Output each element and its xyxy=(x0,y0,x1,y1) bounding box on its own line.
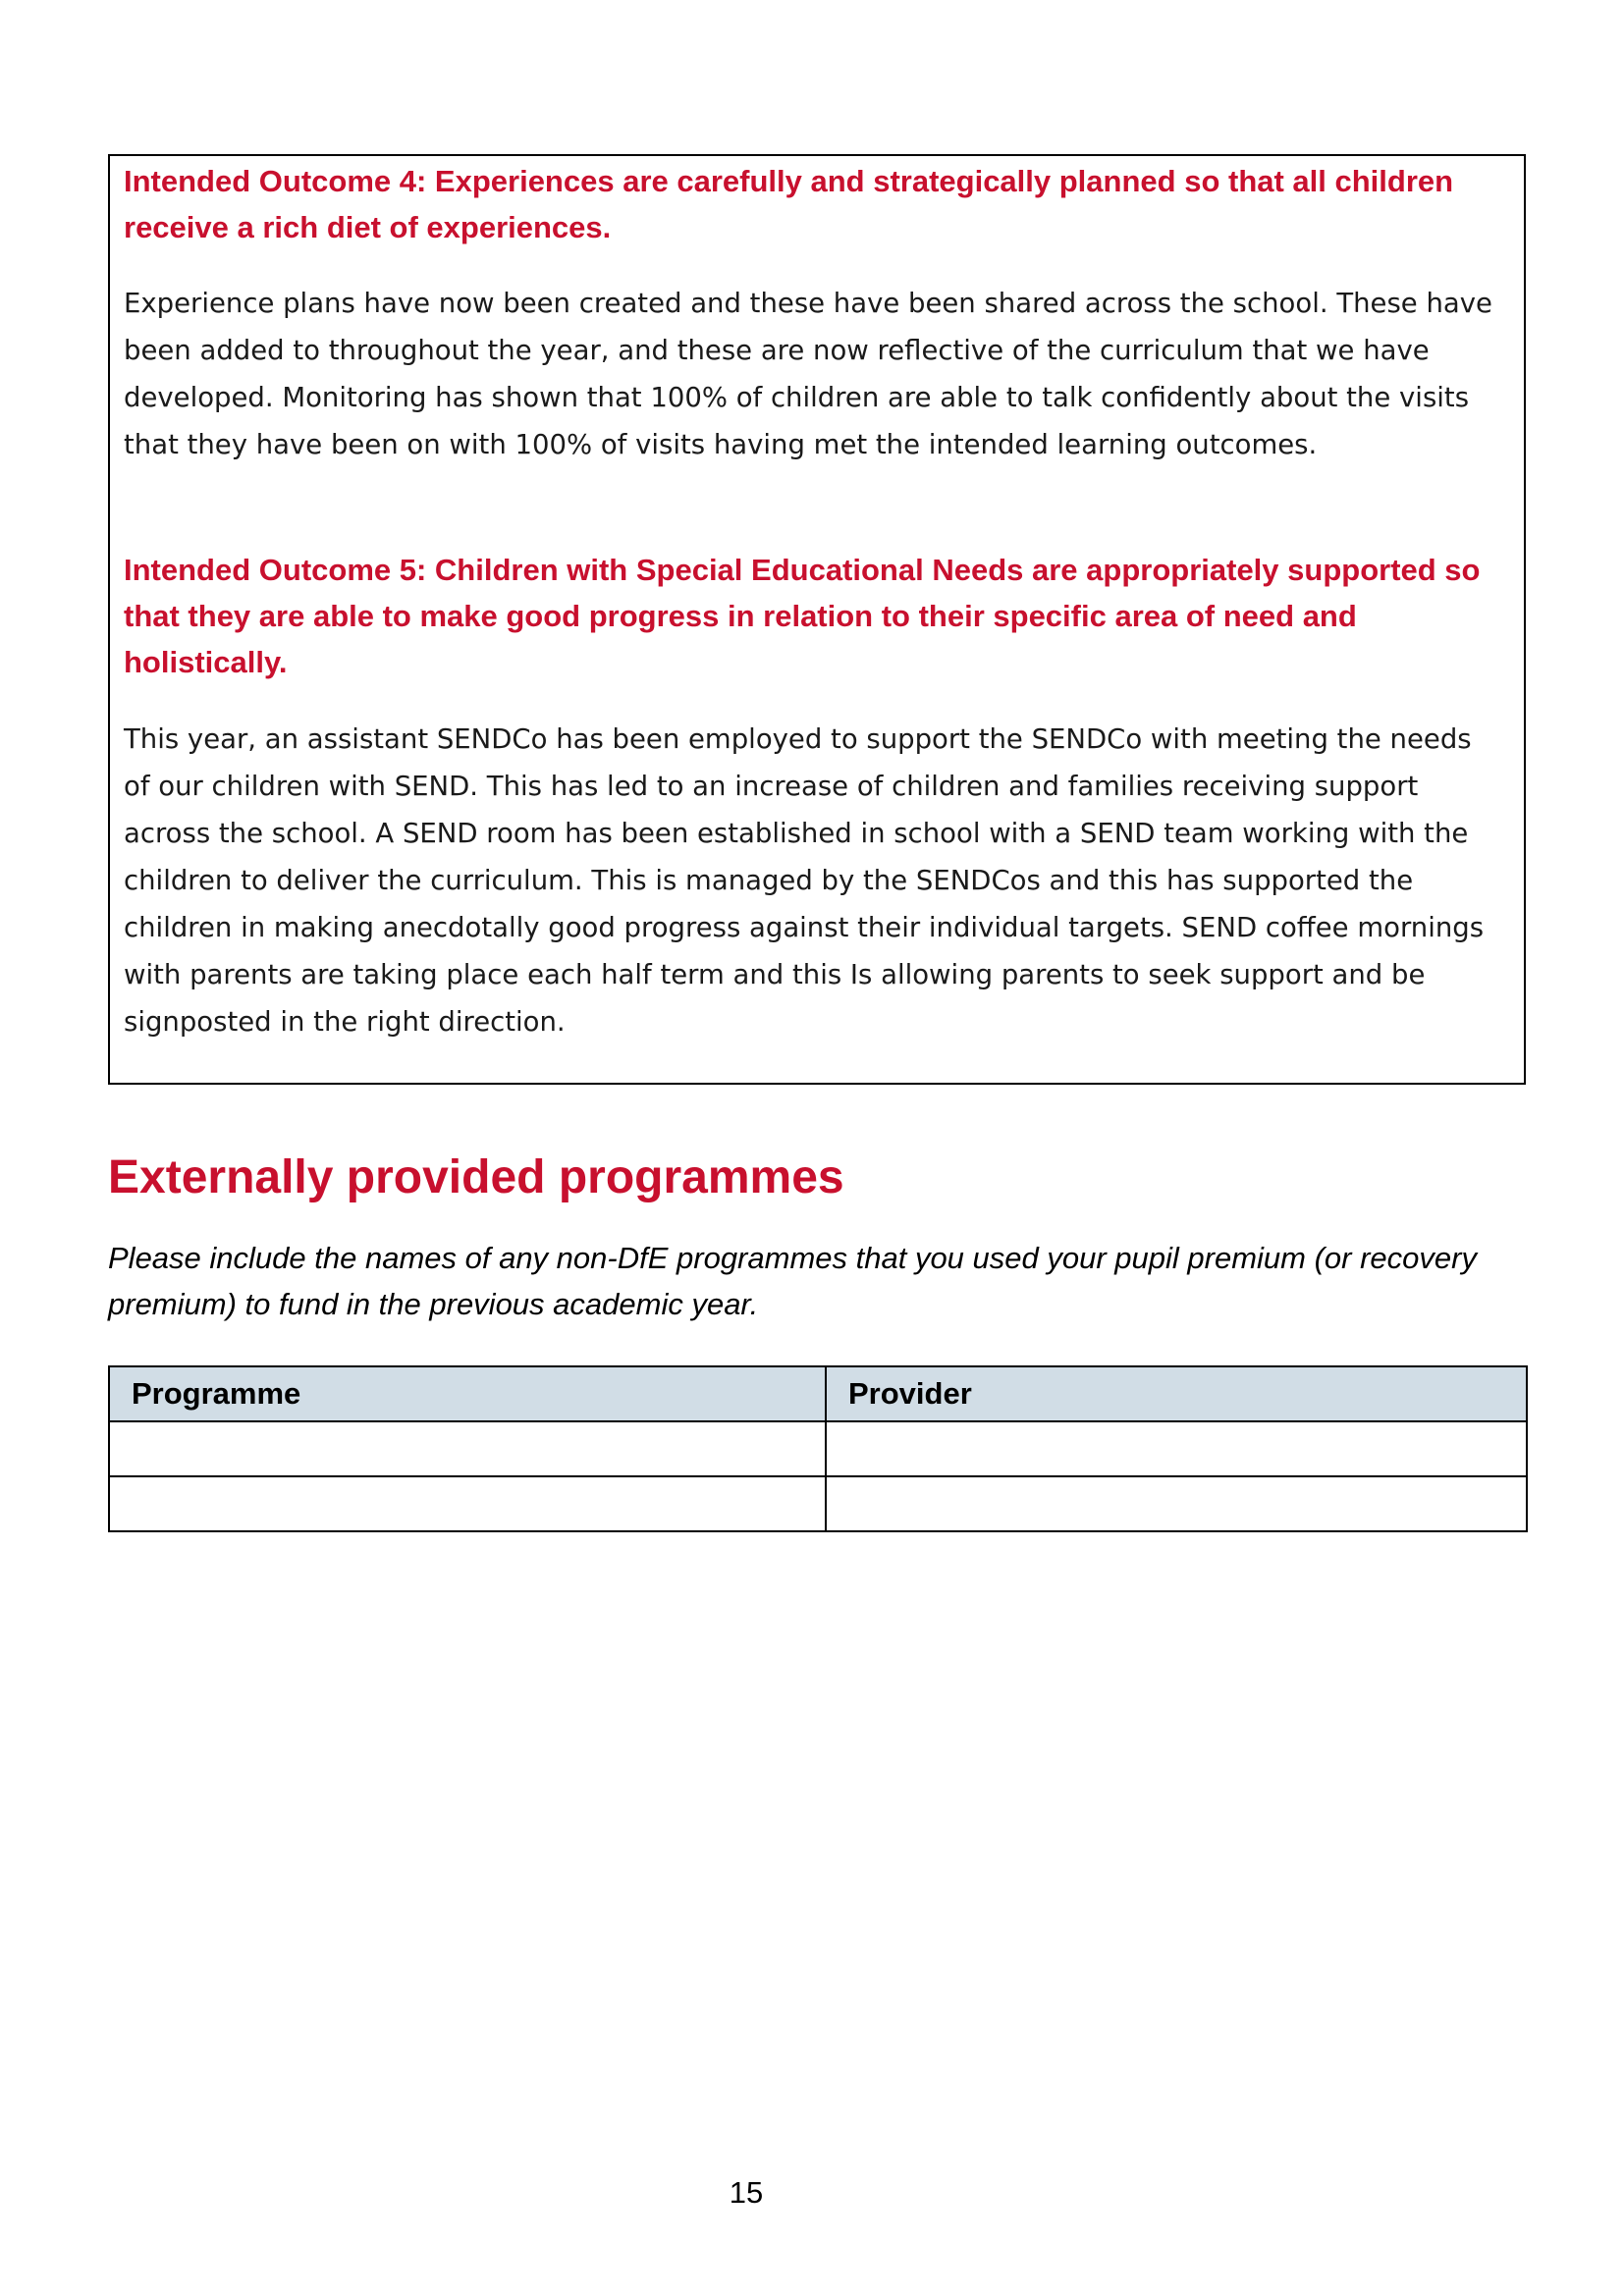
table-row xyxy=(109,1421,1527,1476)
provider-cell xyxy=(826,1421,1527,1476)
outcome-5-body: This year, an assistant SENDCo has been employed to support the SENDCo with meeting the needs of our children with SEND. This has led to an increase of children and families receiving support across the school. A SEND room has been established in school with a SEND team working with the children to deliver the curriculum. This is managed by the SENDCos and this has supported the children in making anecdotally good progress against their individual targets. SEND coffee mornings with parents are taking place each half term and this Is allowing parents to seek support and be signposted in the right direction. xyxy=(124,723,1485,1038)
column-header-provider: Provider xyxy=(826,1366,1527,1421)
outcome-5-heading: Intended Outcome 5: Children with Special Educational Needs are appropriately supported so that they are able to make good progress in relation to their specific area of need and holistically. xyxy=(124,553,1481,679)
page-number: 15 xyxy=(729,2175,764,2210)
programme-cell xyxy=(109,1476,826,1531)
outcomes-panel xyxy=(108,154,1526,1085)
section-instructions: Please include the names of any non-DfE programmes that you used your pupil premium (or recovery premium) to fund in the previous academic year. xyxy=(108,1241,1477,1321)
table-header-row xyxy=(109,1366,1527,1421)
section-title: Externally provided programmes xyxy=(108,1151,844,1203)
outcome-4-body: Experience plans have now been created and these have been shared across the school. These have been added to throughout the year, and these are now reflective of the curriculum that we have developed. Monitoring has shown that 100% of children are able to talk confidently about the visits that they have been on with 100% of visits having met the intended learning outcomes. xyxy=(124,288,1492,460)
outcome-4-heading: Intended Outcome 4: Experiences are carefully and strategically planned so that all children receive a rich diet of experiences. xyxy=(124,164,1454,244)
provider-cell xyxy=(826,1476,1527,1531)
programme-cell xyxy=(109,1421,826,1476)
table-row xyxy=(109,1476,1527,1531)
programmes-table xyxy=(108,1365,1528,1532)
column-header-programme: Programme xyxy=(109,1366,826,1421)
